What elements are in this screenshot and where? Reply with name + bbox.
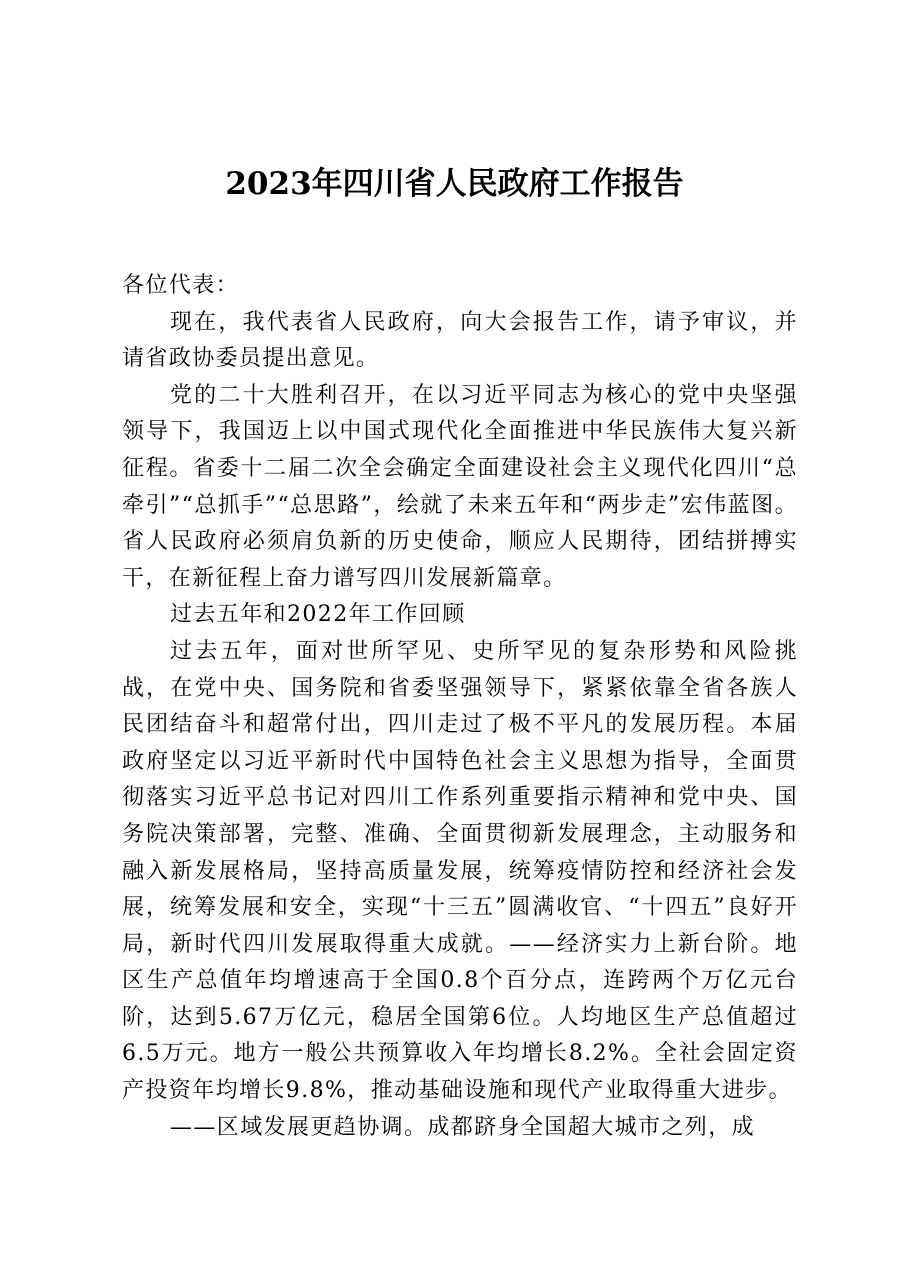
salutation: 各位代表： — [122, 273, 240, 298]
paragraph-context: 党的二十大胜利召开，在以习近平同志为核心的党中央坚强领导下，我国迈上以中国式现代化全面推进中华民族伟大复兴新征程。省委十二届二次全会确定全面建设社会主义现代化四川“总牵引”“总抓手”“总思路”，绘就了未来五年和“两步走”宏伟蓝图。省人民政府必须肩负新的历史使命，顺应人民期待，团结拼搏实干，在新征程上奋力谱写四川发展新篇章。 — [122, 382, 798, 591]
document-body — [122, 268, 798, 1146]
paragraph-regional: ——区域发展更趋协调。成都跻身全国超大城市之列，成 — [170, 1114, 756, 1140]
paragraph-review: 过去五年，面对世所罕见、史所罕见的复杂形势和风险挑战，在党中央、国务院和省委坚强领导下，紧紧依靠全省各族人民团结奋斗和超常付出，四川走过了极不平凡的发展历程。本届政府坚定以习近平新时代中国特色社会主义思想为指导，全面贯彻落实习近平总书记对四川工作系列重要指示精神和党中央、国务院决策部署，完整、准确、全面贯彻新发展理念，主动服务和融入新发展格局，坚持高质量发展，统筹疫情防控和经济社会发展，统筹发展和安全，实现“十三五”圆满收官、“十四五”良好开局，新时代四川发展取得重大成就。——经济实力上新台阶。地区生产总值年均增速高于全国0.8个百分点，连跨两个万亿元台阶，达到5.67万亿元，稳居全国第6位。人均地区生产总值超过6.5万元。地方一般公共预算收入年均增长8.2%。全社会固定资产投资年均增长9.8%，推动基础设施和现代产业取得重大进步。 — [122, 638, 798, 1104]
document-title: 2023年四川省人民政府工作报告 — [225, 166, 684, 202]
paragraph-intro: 现在，我代表省人民政府，向大会报告工作，请予审议，并请省政协委员提出意见。 — [122, 309, 798, 372]
section-heading-review: 过去五年和2022年工作回顾 — [170, 602, 466, 628]
